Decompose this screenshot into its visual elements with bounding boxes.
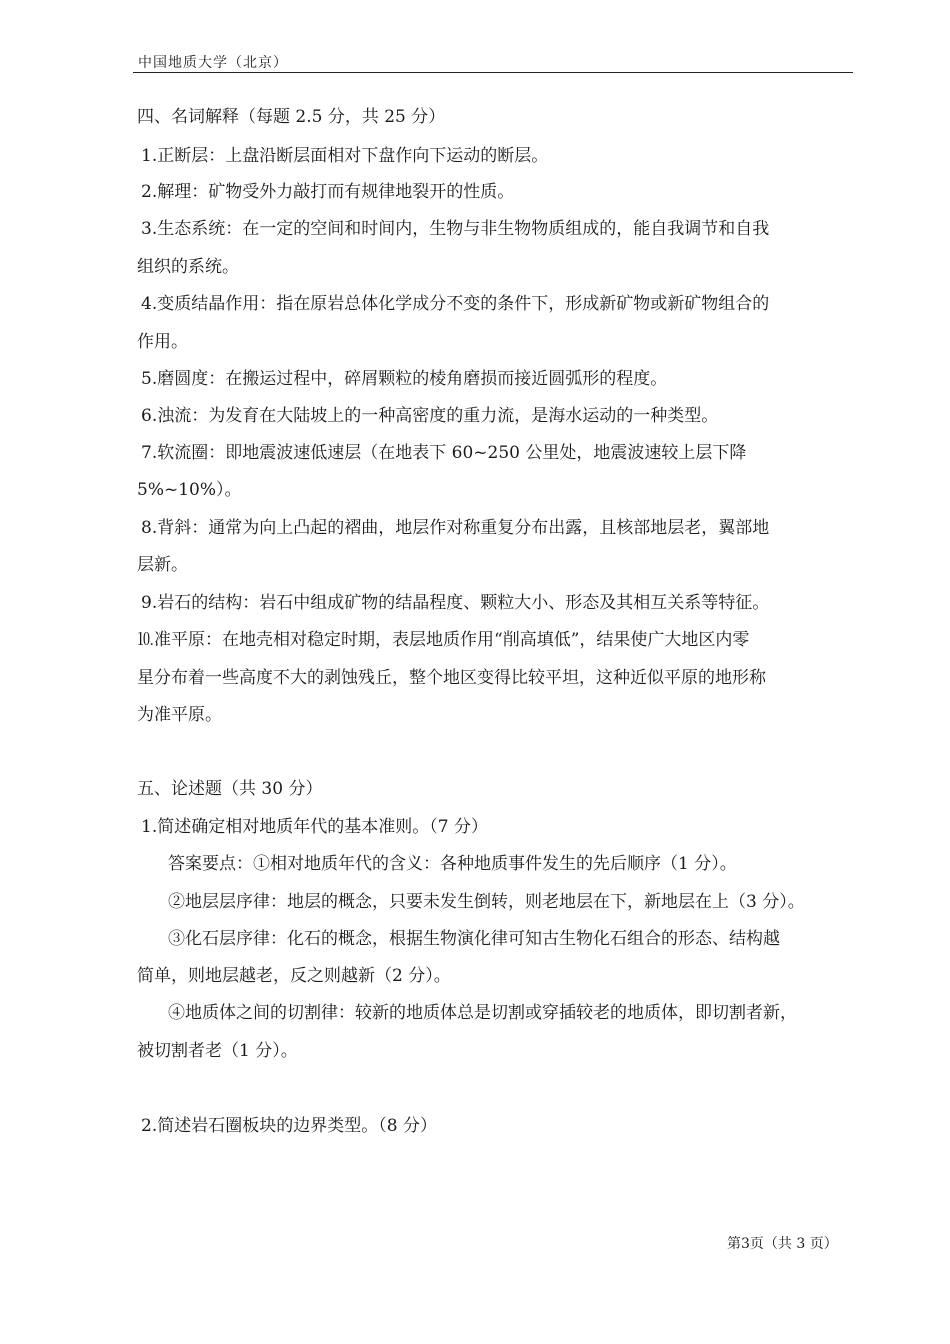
answer-line: ④地质体之间的切割律：较新的地质体总是切割或穿插较老的地质体，即切割者新， [168, 1003, 797, 1023]
answer-line: 简单，则地层越老，反之则越新（2 分）。 [137, 966, 451, 986]
term-line: 组织的系统。 [137, 257, 239, 277]
term-line: 9.岩石的结构：岩石中组成矿物的结晶程度、颗粒大小、形态及其相互关系等特征。 [141, 593, 770, 613]
term-line: 4.变质结晶作用：指在原岩总体化学成分不变的条件下，形成新矿物或新矿物组合的 [141, 294, 770, 314]
answer-line: ②地层层序律：地层的概念，只要未发生倒转，则老地层在下，新地层在上（3 分）。 [168, 892, 805, 912]
term-line: 7.软流圈：即地震波速低速层（在地表下 60~250 公里处，地震波速较上层下降 [141, 443, 747, 463]
term-line: 作用。 [137, 332, 188, 352]
answer-line: ③化石层序律：化石的概念，根据生物演化律可知古生物化石组合的形态、结构越 [168, 929, 780, 949]
term-line: 3.生态系统：在一定的空间和时间内，生物与非生物物质组成的，能自我调节和自我 [141, 219, 770, 239]
answer-line: 答案要点：①相对地质年代的含义：各种地质事件发生的先后顺序（1 分）。 [168, 854, 737, 874]
section4-title: 四、名词解释（每题 2.5 分，共 25 分） [137, 107, 446, 127]
answer-line: 被切割者老（1 分）。 [137, 1041, 298, 1061]
term-line: 为准平原。 [137, 705, 222, 725]
term-line: 5%~10%）。 [137, 480, 242, 500]
term-line: 星分布着一些高度不大的剥蚀残丘，整个地区变得比较平坦，这种近似平原的地形称 [137, 668, 766, 688]
essay-question-1: 1.简述确定相对地质年代的基本准则。（7 分） [141, 817, 488, 837]
term-line: ⒑准平原：在地壳相对稳定时期，表层地质作用“削高填低”，结果使广大地区内零 [137, 630, 750, 650]
section5-title: 五、论述题（共 30 分） [137, 779, 323, 799]
term-line: 8.背斜：通常为向上凸起的褶曲，地层作对称重复分布出露，且核部地层老，翼部地 [141, 518, 770, 538]
term-line: 2.解理：矿物受外力敲打而有规律地裂开的性质。 [141, 182, 515, 202]
header-rule [133, 72, 853, 73]
page-number: 第3页（共 3 页） [727, 1236, 838, 1252]
term-line: 6.浊流：为发育在大陆坡上的一种高密度的重力流，是海水运动的一种类型。 [141, 406, 719, 426]
term-line: 5.磨圆度：在搬运过程中，碎屑颗粒的棱角磨损而接近圆弧形的程度。 [141, 369, 668, 389]
header-school-name: 中国地质大学（北京） [138, 55, 288, 71]
term-line: 1.正断层：上盘沿断层面相对下盘作向下运动的断层。 [141, 146, 549, 166]
term-line: 层新。 [137, 555, 188, 575]
essay-question-2: 2.简述岩石圈板块的边界类型。（8 分） [141, 1116, 437, 1136]
